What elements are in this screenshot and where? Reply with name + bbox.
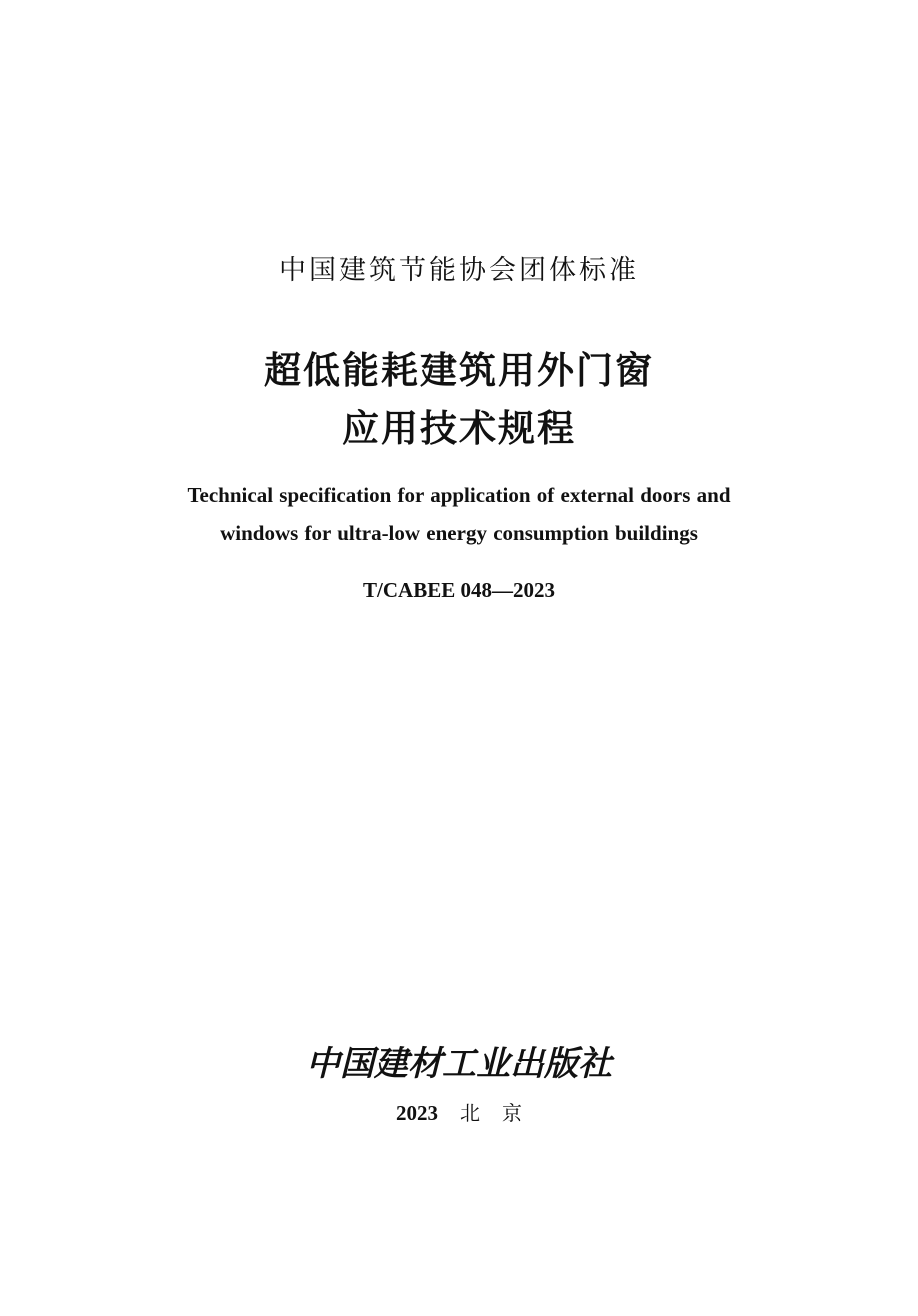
title-chinese-line-2: 应用技术规程 xyxy=(342,406,576,450)
title-english-line-2: windows for ultra-low energy consumption buildings xyxy=(220,521,698,545)
standard-code: T/CABEE 048—2023 xyxy=(363,578,555,602)
organization-standard-label: 中国建筑节能协会团体标准 xyxy=(279,255,639,286)
title-english-line-1: Technical specification for application of external doors and xyxy=(187,483,731,507)
publication-year: 2023 xyxy=(396,1101,438,1125)
title-chinese-line-1: 超低能耗建筑用外门窗 xyxy=(264,348,654,392)
publication-line xyxy=(0,1100,918,1126)
publisher-logo: 中国建材工业出版社 xyxy=(306,1044,612,1084)
publication-city: 北京 xyxy=(460,1101,544,1125)
